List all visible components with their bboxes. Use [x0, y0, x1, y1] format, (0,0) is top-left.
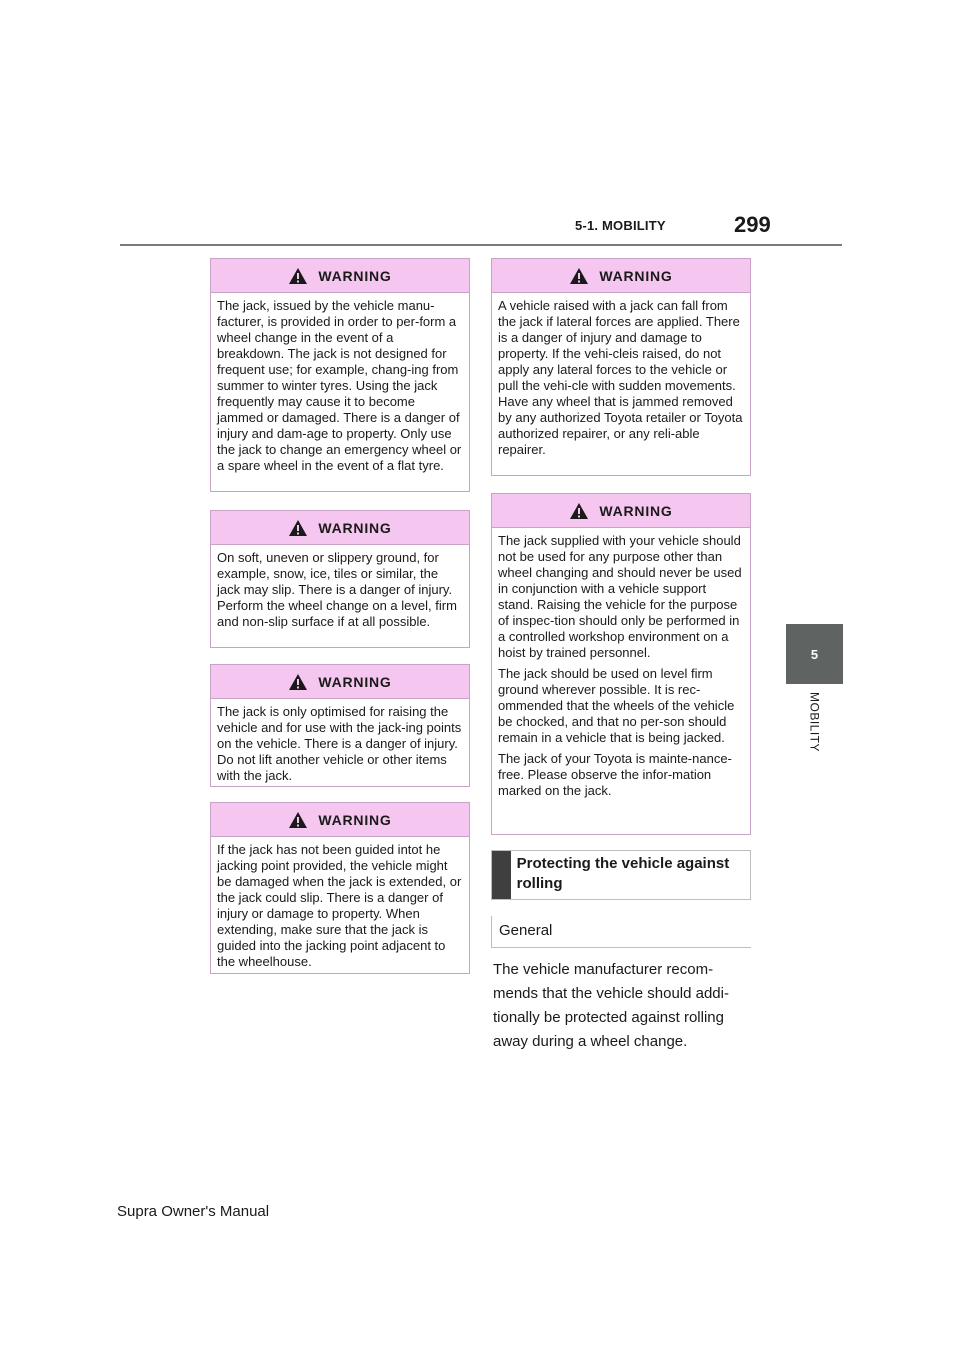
warning-box-6: [491, 493, 751, 835]
subsection-heading: General: [491, 916, 751, 948]
page-number: 299: [734, 212, 771, 237]
chapter-label: MOBILITY: [807, 692, 822, 753]
warning-triangle-icon: [288, 673, 308, 691]
warning-title: WARNING: [318, 519, 392, 536]
warning-box-2: [210, 510, 470, 648]
warning-header: [211, 665, 469, 699]
warning-triangle-icon: [288, 267, 308, 285]
warning-title: WARNING: [599, 267, 673, 284]
warning-text: The jack of your Toyota is mainte-nance-free. Please observe the infor-mation marked on the jack.: [498, 751, 732, 798]
warning-text: The jack should be used on level firm ground wherever possible. It is rec-ommended that the wheels of the vehicle be chocked, and that no per-son should remain in a vehicle that is being jacked.: [498, 666, 735, 745]
warning-header: [211, 511, 469, 545]
warning-text: The jack supplied with your vehicle should not be used for any purpose other than wheel changing and should never be used in conjunction with a vehicle support stand. Raising the vehicle for the purpose of inspec-tion should only be performed in a controlled workshop environment on a hoist by trained personnel.: [498, 533, 742, 660]
warning-title: WARNING: [318, 267, 392, 284]
warning-triangle-icon: [288, 811, 308, 829]
warning-box-4: [210, 802, 470, 974]
section-heading-title: Protecting the vehicle against rolling: [516, 855, 730, 892]
warning-box-5: [491, 258, 751, 476]
header-section-title: 5-1. MOBILITY: [575, 218, 666, 233]
warning-text: The jack, issued by the vehicle manu-facturer, is provided in order to per-form a wheel change in the event of a breakdown. The jack is not designed for frequent use; for example, chang-ing from summer to winter tyres. Using the jack frequently may cause it to become jammed or damaged. There is a danger of injury and dam-age to property. Only use the jack to change an emergency wheel or a spare wheel in the event of a flat tyre.: [217, 298, 462, 473]
warning-header: [211, 259, 469, 293]
warning-triangle-icon: [569, 502, 589, 520]
warning-title: WARNING: [318, 811, 392, 828]
warning-text: The jack is only optimised for raising the vehicle and for use with the jack-ing points on the vehicle. There is a danger of injury. Do not lift another vehicle or other items with the jack.: [217, 704, 462, 783]
warning-box-3: [210, 664, 470, 787]
warning-header: [492, 259, 750, 293]
warning-triangle-icon: [569, 267, 589, 285]
header-divider: [120, 244, 842, 246]
warning-header: [492, 494, 750, 528]
chapter-tab: 5: [786, 624, 843, 684]
warning-text: If the jack has not been guided intot he jacking point provided, the vehicle might be damaged when the jack is extended, or the jack could slip. There is a danger of injury or damage to property. When extending, make sure that the jack is guided into the jacking point adjacent to the wheelhouse.: [217, 842, 462, 969]
section-heading: [491, 850, 751, 900]
warning-title: WARNING: [599, 502, 673, 519]
warning-text: On soft, uneven or slippery ground, for example, snow, ice, tiles or similar, the jack may slip. There is a danger of injury. Perform the wheel change on a level, firm and non-slip surface if at all possible.: [217, 550, 457, 629]
section-heading-bar: [492, 851, 511, 899]
warning-text: A vehicle raised with a jack can fall from the jack if lateral forces are applied. There is a danger of injury and damage to property. If the vehi-cleis raised, do not apply any lateral forces to the vehicle or pull the vehi-cle with sudden movements. Have any wheel that is jammed removed by any authorized Toyota retailer or Toyota authorized repairer, or any reli-able repairer.: [498, 298, 743, 457]
warning-title: WARNING: [318, 673, 392, 690]
warning-box-1: [210, 258, 470, 492]
warning-header: [211, 803, 469, 837]
body-paragraph: The vehicle manufacturer recom-mends that the vehicle should addi-tionally be protected against rolling away during a wheel change.: [493, 961, 729, 1050]
footer-manual-title: Supra Owner's Manual: [117, 1203, 270, 1220]
warning-triangle-icon: [288, 519, 308, 537]
